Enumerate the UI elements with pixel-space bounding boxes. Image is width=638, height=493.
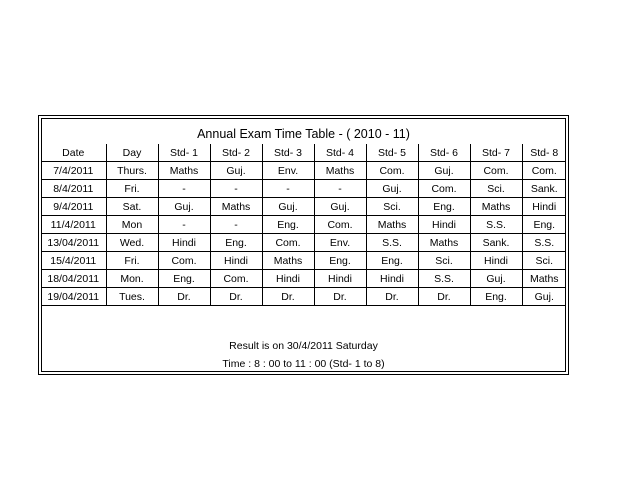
subject-cell: S.S.: [418, 270, 470, 288]
subject-cell: Eng.: [470, 288, 522, 306]
subject-cell: Sci.: [366, 198, 418, 216]
subject-cell: Com.: [470, 162, 522, 180]
table-row: [41, 180, 566, 198]
subject-cell: Guj.: [158, 198, 210, 216]
subject-cell: Maths: [210, 198, 262, 216]
subject-cell: Maths: [418, 234, 470, 252]
subject-cell: Dr.: [366, 288, 418, 306]
subject-cell: Com.: [210, 270, 262, 288]
subject-cell: S.S.: [366, 234, 418, 252]
subject-cell: Hindi: [210, 252, 262, 270]
header-row: [41, 144, 566, 162]
result-note: Result is on 30/4/2011 Saturday: [229, 340, 378, 352]
table-row: [41, 162, 566, 180]
subject-cell: -: [158, 216, 210, 234]
table-row: [41, 270, 566, 288]
subject-cell: Guj.: [418, 162, 470, 180]
subject-cell: Dr.: [262, 288, 314, 306]
subject-cell: Hindi: [314, 270, 366, 288]
subject-cell: Dr.: [210, 288, 262, 306]
date-cell: 8/4/2011: [41, 180, 106, 198]
day-cell: Wed.: [106, 234, 158, 252]
subject-cell: Eng.: [210, 234, 262, 252]
subject-cell: Eng.: [158, 270, 210, 288]
subject-cell: -: [210, 216, 262, 234]
column-header: Std- 1: [158, 144, 210, 162]
subject-cell: Guj.: [470, 270, 522, 288]
subject-cell: Maths: [522, 270, 566, 288]
subject-cell: Eng.: [262, 216, 314, 234]
column-header: Std- 2: [210, 144, 262, 162]
subject-cell: Env.: [314, 234, 366, 252]
subject-cell: Eng.: [314, 252, 366, 270]
subject-cell: Eng.: [366, 252, 418, 270]
subject-cell: Maths: [158, 162, 210, 180]
date-cell: 18/04/2011: [41, 270, 106, 288]
day-cell: Fri.: [106, 180, 158, 198]
subject-cell: Hindi: [522, 198, 566, 216]
table-row: [41, 288, 566, 306]
day-cell: Mon.: [106, 270, 158, 288]
subject-cell: Maths: [470, 198, 522, 216]
column-header: Std- 5: [366, 144, 418, 162]
subject-cell: Dr.: [314, 288, 366, 306]
time-note: Time : 8 : 00 to 11 : 00 (Std- 1 to 8): [222, 358, 385, 370]
subject-cell: Com.: [418, 180, 470, 198]
date-cell: 13/04/2011: [41, 234, 106, 252]
day-cell: Tues.: [106, 288, 158, 306]
subject-cell: -: [210, 180, 262, 198]
subject-cell: Sank.: [470, 234, 522, 252]
subject-cell: Dr.: [418, 288, 470, 306]
subject-cell: Hindi: [470, 252, 522, 270]
date-cell: 15/4/2011: [41, 252, 106, 270]
subject-cell: Env.: [262, 162, 314, 180]
date-cell: 19/04/2011: [41, 288, 106, 306]
subject-cell: -: [262, 180, 314, 198]
table-row: [41, 234, 566, 252]
subject-cell: Com.: [522, 162, 566, 180]
date-cell: 7/4/2011: [41, 162, 106, 180]
day-cell: Thurs.: [106, 162, 158, 180]
subject-cell: Hindi: [262, 270, 314, 288]
subject-cell: S.S.: [470, 216, 522, 234]
subject-cell: Com.: [158, 252, 210, 270]
date-cell: 11/4/2011: [41, 216, 106, 234]
column-header: Std- 3: [262, 144, 314, 162]
subject-cell: Hindi: [418, 216, 470, 234]
subject-cell: Com.: [314, 216, 366, 234]
day-cell: Sat.: [106, 198, 158, 216]
subject-cell: Guj.: [314, 198, 366, 216]
date-cell: 9/4/2011: [41, 198, 106, 216]
column-header: Std- 7: [470, 144, 522, 162]
subject-cell: Guj.: [366, 180, 418, 198]
table-row: [41, 216, 566, 234]
subject-cell: Eng.: [522, 216, 566, 234]
page-title: Annual Exam Time Table - ( 2010 - 11): [197, 127, 410, 141]
subject-cell: Sci.: [418, 252, 470, 270]
day-cell: Mon: [106, 216, 158, 234]
column-header: Date: [41, 144, 106, 162]
table-row: [41, 198, 566, 216]
subject-cell: Maths: [262, 252, 314, 270]
table-row: [41, 252, 566, 270]
subject-cell: S.S.: [522, 234, 566, 252]
column-header: Std- 4: [314, 144, 366, 162]
subject-cell: Maths: [314, 162, 366, 180]
subject-cell: Guj.: [262, 198, 314, 216]
subject-cell: Eng.: [418, 198, 470, 216]
subject-cell: Sci.: [522, 252, 566, 270]
subject-cell: Com.: [262, 234, 314, 252]
subject-cell: -: [158, 180, 210, 198]
subject-cell: Guj.: [210, 162, 262, 180]
subject-cell: Sci.: [470, 180, 522, 198]
subject-cell: Hindi: [366, 270, 418, 288]
timetable: [41, 144, 566, 306]
subject-cell: Hindi: [158, 234, 210, 252]
subject-cell: Com.: [366, 162, 418, 180]
subject-cell: Maths: [366, 216, 418, 234]
subject-cell: Guj.: [522, 288, 566, 306]
subject-cell: -: [314, 180, 366, 198]
column-header: Day: [106, 144, 158, 162]
column-header: Std- 8: [522, 144, 566, 162]
subject-cell: Sank.: [522, 180, 566, 198]
column-header: Std- 6: [418, 144, 470, 162]
day-cell: Fri.: [106, 252, 158, 270]
subject-cell: Dr.: [158, 288, 210, 306]
